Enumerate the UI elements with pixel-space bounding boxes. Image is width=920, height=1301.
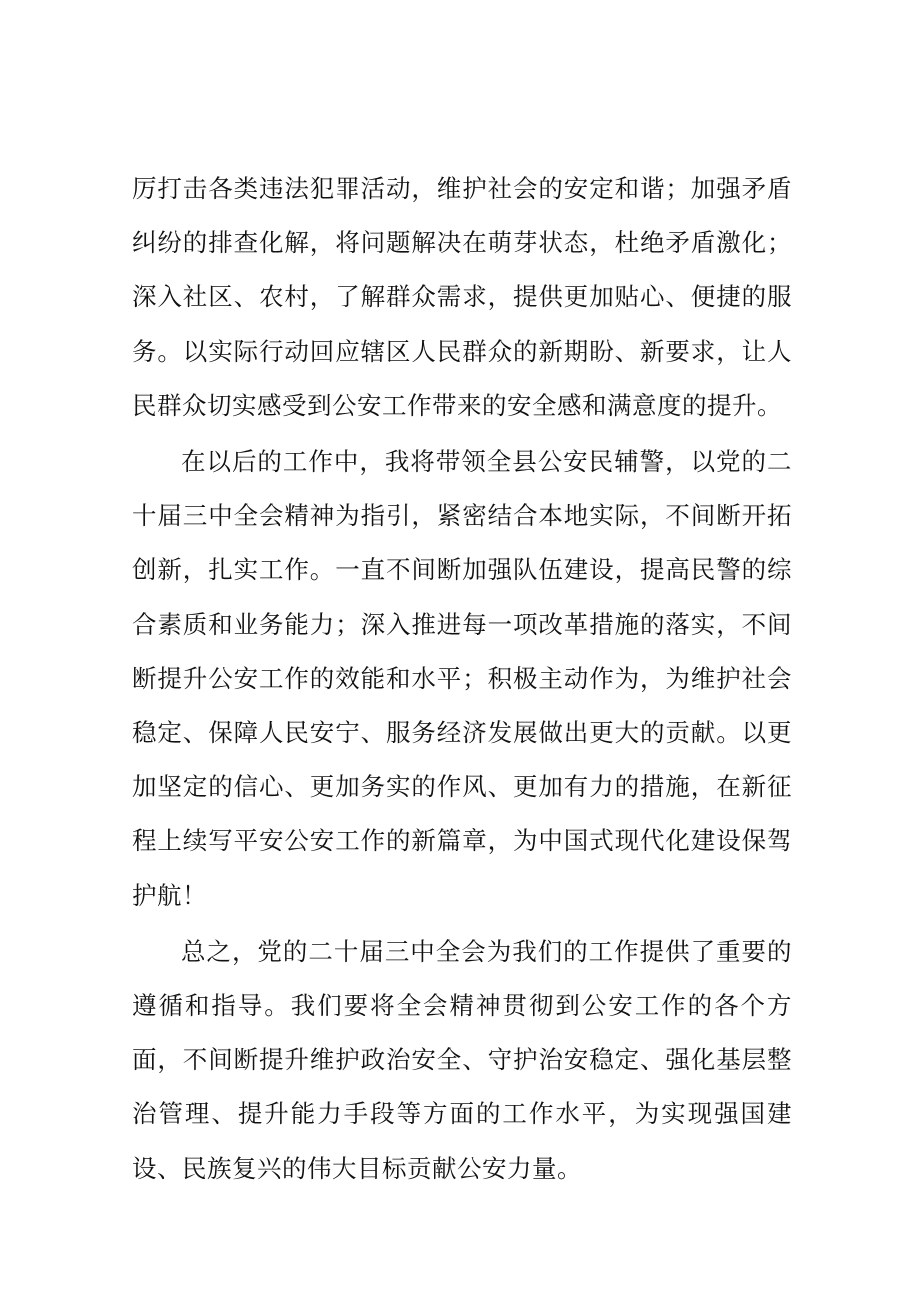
paragraph-2: 在以后的工作中，我将带领全县公安民辅警，以党的二十届三中全会精神为指引，紧密结合本地实际，不间断开拓创新，扎实工作。一直不间断加强队伍建设，提高民警的综合素质和业务能力；深入推进每一项改革措施的落实，不间断提升公安工作的效能和水平；积极主动作为，为维护社会稳定、保障人民安宁、服务经济发展做出更大的贡献。以更加坚定的信心、更加务实的作风、更加有力的措施，在新征程上续写平安公安工作的新篇章，为中国式现代化建设保驾护航！ — [132, 447, 792, 910]
document-body — [132, 162, 792, 1196]
paragraph-3: 总之，党的二十届三中全会为我们的工作提供了重要的遵循和指导。我们要将全会精神贯彻到公安工作的各个方面，不间断提升维护政治安全、守护治安稳定、强化基层整治管理、提升能力手段等方面的工作水平，为实现强国建设、民族复兴的伟大目标贡献公安力量。 — [132, 936, 792, 1183]
paragraph-1: 厉打击各类违法犯罪活动，维护社会的安定和谐；加强矛盾纠纷的排查化解，将问题解决在萌芽状态，杜绝矛盾激化；深入社区、农村，了解群众需求，提供更加贴心、便捷的服务。以实际行动回应辖区人民群众的新期盼、新要求，让人民群众切实感受到公安工作带来的安全感和满意度的提升。 — [132, 174, 792, 420]
